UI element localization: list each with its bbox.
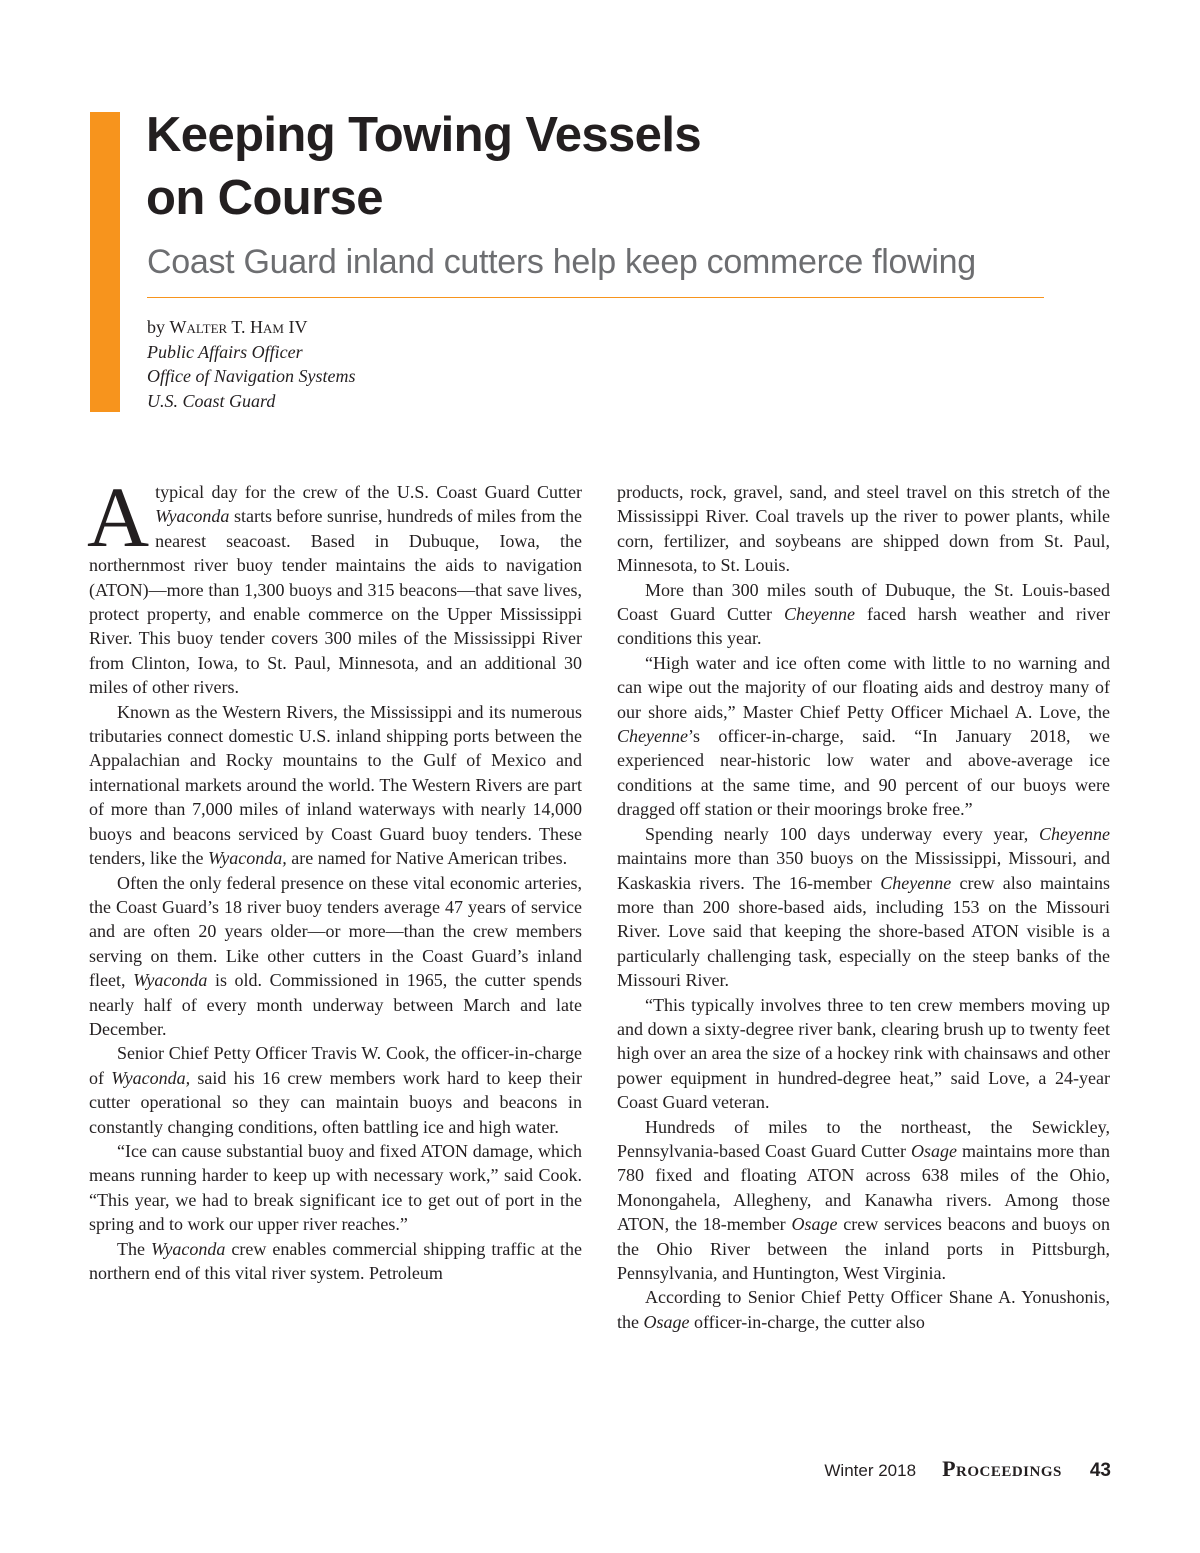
publication-name: Proceedings bbox=[942, 1456, 1062, 1481]
byline-author-row bbox=[147, 315, 355, 340]
vessel-name: Cheyenne bbox=[617, 726, 688, 747]
article-column-right bbox=[617, 480, 1110, 1334]
title-line-2: on Course bbox=[146, 171, 383, 225]
vessel-name: Osage bbox=[791, 1214, 838, 1235]
page-footer bbox=[824, 1456, 1111, 1482]
paragraph-1: A typical day for the crew of the U.S. Coast Guard Cutter Wyaconda starts before sunrise, hundreds of miles from the nearest seacoast. Based in Dubuque, Iowa, the northernmost river buoy tender maintains the aids to navigation (ATON)—more than 1,300 buoys and 315 beacons—that save lives, protect property, and enable commerce on the Upper Mississippi River. This buoy tender covers 300 miles of the Mississippi River from Clinton, Iowa, to St. Paul, Minnesota, and an additional 30 miles of other rivers. bbox=[87, 469, 582, 698]
title-line-1: Keeping Towing Vessels bbox=[146, 108, 701, 162]
paragraph-8: “High water and ice often come with little to no warning and can wipe out the majority of our floating aids and destroy many of our shore aids,” Master Chief Petty Officer Michael A. Love, the Cheyenne’s officer-in-charge, said. “In January 2018, we experienced near-historic low water and above-average ice conditions at the same time, and 90 percent of our buoys were dragged off station or their moorings broke free.” bbox=[617, 652, 1110, 820]
article-title bbox=[146, 104, 701, 230]
paragraph-12: According to Senior Chief Petty Officer Shane A. Yonushonis, the Osage officer-in-charge, the cutter also bbox=[617, 1287, 1110, 1332]
byline-role: Public Affairs Officer bbox=[147, 341, 303, 362]
paragraph-3: Often the only federal presence on these vital economic arteries, the Coast Guard’s 18 river buoy tenders average 47 years of service and are often 20 years older—or more—than the crew members serving on them. Like other cutters in the Coast Guard’s inland fleet, Wyaconda is old. Commissioned in 1965, the cutter spends nearly half of every month underway between March and late December. bbox=[89, 872, 582, 1039]
accent-bar bbox=[90, 112, 120, 412]
vessel-name: Osage bbox=[643, 1311, 690, 1332]
vessel-name: Wyaconda bbox=[133, 970, 208, 991]
byline-office: Office of Navigation Systems bbox=[147, 366, 356, 386]
vessel-name: Wyaconda bbox=[151, 1238, 226, 1259]
byline-author: Walter T. Ham IV bbox=[169, 317, 308, 337]
title-divider bbox=[147, 297, 1044, 298]
vessel-name: Wyaconda, bbox=[207, 848, 287, 869]
byline-by: by bbox=[147, 317, 170, 337]
paragraph-7: More than 300 miles south of Dubuque, the St. Louis-based Coast Guard Cutter Cheyenne faced harsh weather and river conditions this year. bbox=[617, 579, 1110, 649]
paragraph-11: Hundreds of miles to the northeast, the Sewickley, Pennsylvania-based Coast Guard Cutter Osage maintains more than 780 fixed and floating ATON across 638 miles of the Ohio, Monongahela, Allegheny, and Kanawha rivers. Among those ATON, the 18-member Osage crew services beacons and buoys on the Ohio River between the inland ports in Pittsburgh, Pennsylvania, and Huntington, West Virginia. bbox=[617, 1116, 1111, 1283]
byline bbox=[147, 315, 355, 413]
page-number: 43 bbox=[1089, 1460, 1111, 1481]
paragraph-6: The Wyaconda crew enables commercial shipping traffic at the northern end of this vital river system. Petroleum bbox=[89, 1238, 583, 1283]
vessel-name: Wyaconda, bbox=[111, 1067, 191, 1088]
vessel-name: Cheyenne bbox=[1039, 823, 1110, 844]
article-column-left bbox=[87, 469, 583, 1285]
paragraph-6-continued: products, rock, gravel, sand, and steel travel on this stretch of the Mississippi River. Coal travels up the river to power plants, while corn, fertilizer, and soybeans are shipped down from St. Paul, Minnesota, to St. Louis. bbox=[617, 482, 1110, 576]
paragraph-4: Senior Chief Petty Officer Travis W. Cook, the officer-in-charge of Wyaconda, said his 16 crew members work hard to keep their cutter operational so they can maintain buoys and beacons in constantly changing conditions, often battling ice and high water. bbox=[89, 1043, 582, 1137]
drop-cap: A bbox=[87, 469, 150, 565]
article-subtitle: Coast Guard inland cutters help keep commerce flowing bbox=[147, 243, 976, 281]
vessel-name: Cheyenne bbox=[880, 872, 952, 893]
byline-org: U.S. Coast Guard bbox=[147, 390, 276, 411]
issue-season: Winter 2018 bbox=[824, 1461, 917, 1480]
vessel-name: Wyaconda bbox=[155, 506, 230, 527]
vessel-name: Osage bbox=[911, 1140, 957, 1161]
vessel-name: Cheyenne bbox=[784, 604, 856, 625]
paragraph-2: Known as the Western Rivers, the Mississippi and its numerous tributaries connect domestic U.S. inland shipping ports between the Appalachian and Rocky mountains to the Gulf of Mexico and international markets around the world. The Western Rivers are part of more than 7,000 miles of inland waterways with nearly 14,000 buoys and beacons serviced by Coast Guard buoy tenders. These tenders, like the Wyaconda, are named for Native American tribes. bbox=[89, 701, 582, 869]
paragraph-9: Spending nearly 100 days underway every year, Cheyenne maintains more than 350 buoys on the Mississippi, Missouri, and Kaskaskia rivers. The 16-member Cheyenne crew also maintains more than 200 shore-based aids, including 153 on the Missouri River. Love said that keeping the shore-based ATON visible is a particularly challenging task, especially on the steep banks of the Missouri River. bbox=[617, 823, 1110, 991]
paragraph-10: “This typically involves three to ten crew members moving up and down a sixty-degree river bank, clearing brush up to twenty feet high over an area the size of a hockey rink with chainsaws and other power equipment in hundred-degree heat,” said Love, a 24-year Coast Guard veteran. bbox=[617, 994, 1110, 1113]
paragraph-5: “Ice can cause substantial buoy and fixed ATON damage, which means running harder to keep up with necessary work,” said Cook. “This year, we had to break significant ice to get out of port in the spring and to work our upper river reaches.” bbox=[89, 1140, 582, 1235]
